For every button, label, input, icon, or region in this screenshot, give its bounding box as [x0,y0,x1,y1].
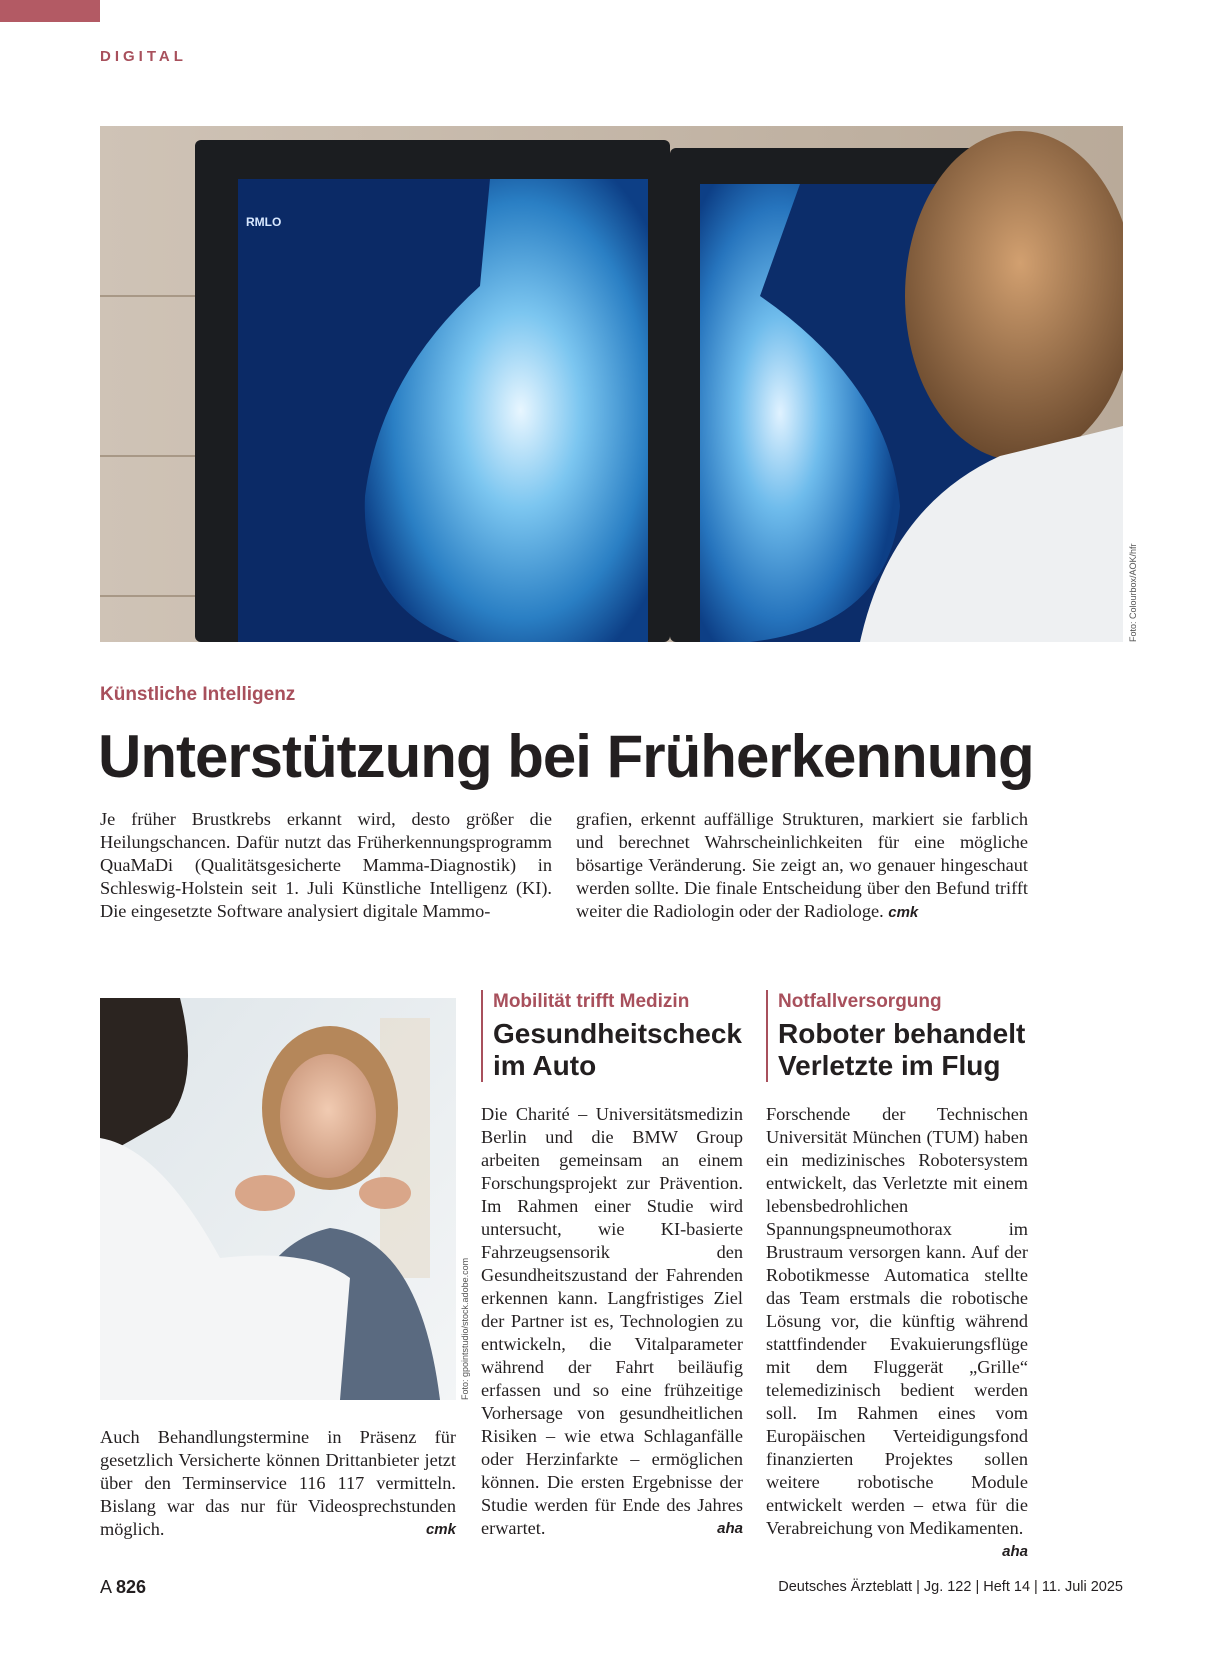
examination-photo [100,998,456,1400]
photo-credit-exam: Foto: gpointstudio/stock.adobe.com [460,1257,470,1400]
roboter-kicker: Notfallversorgung [778,991,942,1012]
screen-label: RMLO [246,215,282,229]
mammography-photo [100,126,1123,642]
main-article-col1 [100,808,552,923]
roboter-article-text: Forschende der Technischen Universität München (TUM) haben ein medizinisches Robotersystem entwickelt, das Verletzte mit einem lebensbedrohlichen Spannungspneumothorax im Brustraum versorgen kann. Auf der Robotikmesse Automatica stellte das Team erstmals die robotische Lösung vor, die künftig während stattfindender Evakuierungsflüge mit dem Fluggerät „Grille“ telemedizinisch bedient werden soll. Im Rahmen eines vom Europäischen Verteidigungsfond finanzierten Projektes sollen weitere robotische Module entwickelt werden – etwa für die Verabreichung von Medikamenten. [766,1104,1028,1538]
roboter-headline-line1: Roboter behandelt [778,1018,1026,1049]
roboter-headline-line2: Verletzte im Flug [778,1050,1001,1081]
auto-article-header [481,990,742,1082]
section-label: DIGITAL [100,48,187,65]
photo-credit-main: Foto: Colourbox/AOK/hfr [1128,543,1138,642]
page-number [100,1577,146,1598]
main-article-col2 [576,808,1028,924]
article-kicker: Künstliche Intelligenz [100,684,296,705]
roboter-article [766,1103,1028,1563]
roboter-headline [778,1018,1025,1082]
auto-signature: aha [717,1520,743,1537]
auto-kicker: Mobilität trifft Medizin [493,991,690,1012]
corner-accent-bar [0,0,100,22]
termine-signature: cmk [425,1521,456,1538]
auto-headline [493,1018,742,1082]
auto-headline-line1: Gesundheitscheck [493,1018,742,1049]
roboter-signature: aha [1002,1543,1028,1560]
page-prefix: A [100,1577,112,1597]
auto-article [481,1103,743,1540]
main-article-signature: cmk [888,904,919,921]
termine-article-text: Auch Behandlungstermine in Präsenz für gesetzlich Versicherte können Drittanbieter jetzt über den Terminservice 116 117 vermitteln. Bislang war das nur für Videosprechstunden möglich. [100,1427,456,1539]
page-number-value: 826 [116,1577,147,1597]
main-article-col1-text: Je früher Brustkrebs erkannt wird, desto größer die Heilungschancen. Dafür nutzt das Früherkennungsprogramm QuaMaDi (Qualitätsgesicherte Mamma-Diagnostik) in Schleswig-Holstein seit 1. Juli Künstliche Intelligenz (KI). Die eingesetzte Software analysiert digitale Mammo- [100,809,552,921]
auto-article-text: Die Charité – Universitätsmedizin Berlin und die BMW Group arbeiten gemeinsam an einem Forschungsprojekt zur Prävention. Im Rahmen einer Studie wird untersucht, wie KI-basierte Fahrzeugsensorik den Gesundheitszustand der Fahrenden erkennen kann. Langfristiges Ziel der Partner ist es, Technologien zu entwickeln, die Vitalparameter während der Fahrt beiläufig erfassen und so eine frühzeitige Vorhersage von gesundheitlichen Risiken – wie etwa Schlaganfälle oder Herzinfarkte – ermöglichen können. Die ersten Ergebnisse der Studie werden für Ende des Jahres erwartet. [481,1104,743,1538]
termine-article [100,1426,456,1541]
publication-info: Deutsches Ärzteblatt | Jg. 122 | Heft 14 | 11. Juli 2025 [778,1579,1123,1595]
auto-headline-line2: im Auto [493,1050,597,1081]
article-headline: Unterstützung bei Früherkennung [98,723,1034,790]
roboter-article-header [766,990,1025,1082]
main-article-col2-text: grafien, erkennt auffällige Strukturen, markiert sie farblich und berechnet Wahrscheinlichkeiten für eine mögliche bösartige Veränderung. Sie zeigt an, wo genauer hingeschaut werden sollte. Die finale Entscheidung über den Befund trifft weiter die Radiologin oder der Radiologe. [576,809,1028,921]
